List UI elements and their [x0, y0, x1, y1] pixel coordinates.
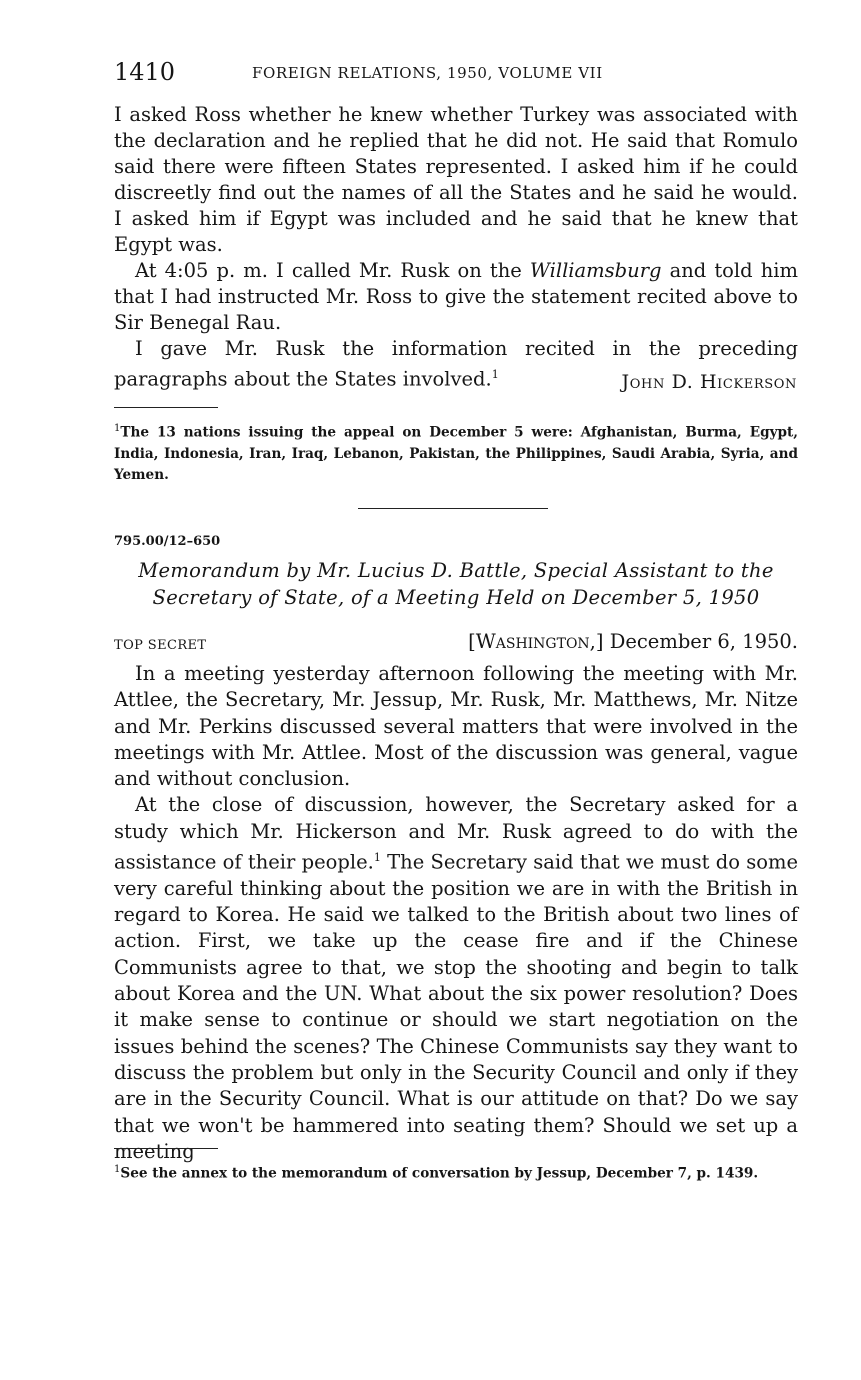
- footnote-text: The 13 nations issuing the appeal on December 5 were: Afghanistan, Burma, Egypt, India, Indonesia, Iran, Iraq, Lebanon, Pakistan, the Philippines, Saudi Arabia, Syria, and Yemen.: [114, 424, 798, 483]
- paragraph: In a meeting yesterday afternoon following the meeting with Mr. Attlee, the Secretary, Mr. Jessup, Mr. Rusk, Mr. Matthews, Mr. Nitze and Mr. Perkins discussed several matters that were involved in the meetings with Mr. Attlee. Most of the discussion was general, vague and without conclusion.: [114, 662, 798, 791]
- signature-name: John D. Hickerson: [621, 371, 797, 393]
- page-header: [114, 56, 804, 90]
- footnote-text: See the annex to the memorandum of conversation by Jessup, December 7, p. 1439.: [120, 1165, 759, 1182]
- classification: TOP SECRET: [114, 638, 207, 653]
- paragraph: [114, 792, 798, 1165]
- page-number: 1410: [114, 58, 176, 86]
- memorandum-text: [114, 661, 798, 1165]
- section-divider: [358, 508, 548, 509]
- date: December 6, 1950.: [603, 630, 798, 653]
- footnote: [114, 1159, 798, 1185]
- file-number: 795.00/12–650: [114, 534, 221, 549]
- title-line: Memorandum by Mr. Lucius D. Battle, Special Assistant to the: [138, 559, 774, 582]
- footnote-marker: 1: [114, 1164, 121, 1175]
- paragraph-text: and told him that I had instructed Mr. Ross to give the statement recited above to Sir Benegal Rau.: [114, 259, 798, 334]
- footnote-marker: 1: [114, 423, 121, 434]
- paragraph: [114, 258, 798, 336]
- dateline: [468, 630, 798, 653]
- place: [Washington,]: [468, 630, 604, 653]
- footnote-reference: 1: [491, 368, 499, 381]
- paragraph-text: At 4:05 p. m. I called Mr. Rusk on the: [135, 259, 530, 282]
- paragraph-text: The Secretary said that we must do some very careful thinking about the position we are in with the British in regard to Korea. He said we talked to the British about two lines of action. First, we take up the cease fire and if the Chinese Communists agree to that, we stop the shooting and begin to talk about Korea and the UN. What about the six power resolution? Does it make sense to continue or should we start negotiation on the issues behind the scenes? The Chinese Communists say they want to discuss the problem but only in the Security Council and only if they are in the Security Council. What is our attitude on that? Do we say that we won't be hammered into seating them? Should we set up a meeting: [114, 850, 798, 1163]
- footnote-rule: [114, 407, 218, 408]
- footnote-reference: 1: [373, 851, 381, 865]
- running-title: FOREIGN RELATIONS, 1950, VOLUME VII: [252, 64, 603, 82]
- footnote-rule: [114, 1148, 218, 1149]
- ship-name: Williamsburg: [529, 259, 662, 282]
- document-title: [114, 557, 798, 611]
- classification-dateline: [114, 630, 798, 660]
- previous-document-text: [114, 102, 798, 393]
- paragraph-text: I gave Mr. Rusk the information recited in the preceding paragraphs about the States involved.: [114, 337, 798, 391]
- signature: [622, 371, 797, 393]
- paragraph: I asked Ross whether he knew whether Turkey was associated with the declaration and he replied that he did not. He said that Romulo said there were fifteen States represented. I asked him if he could discreetly find out the names of all the States and he said he would. I asked him if Egypt was included and he said that he knew that Egypt was.: [114, 103, 798, 256]
- title-line: Secretary of State, of a Meeting Held on December 5, 1950: [152, 586, 760, 609]
- footnote: [114, 418, 798, 486]
- paragraph-text: At the close of discussion, however, the Secretary asked for a study which Mr. Hickerson and Mr. Rusk agreed to do with the assistance of their people.: [114, 793, 798, 874]
